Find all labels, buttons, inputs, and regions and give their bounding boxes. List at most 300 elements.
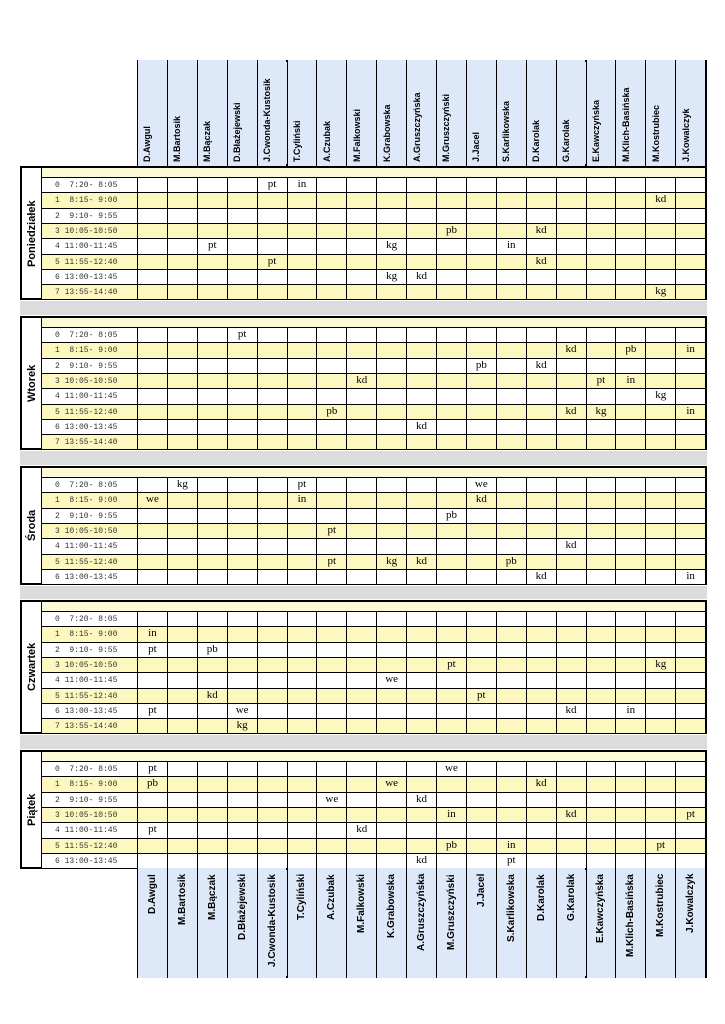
schedule-cell xyxy=(137,539,167,554)
schedule-mark: pt xyxy=(148,703,157,716)
time-slot-row xyxy=(42,404,705,419)
schedule-cell xyxy=(137,777,167,792)
schedule-cell xyxy=(466,328,496,343)
schedule-cell xyxy=(137,193,167,208)
schedule-cell xyxy=(197,420,227,435)
schedule-cell xyxy=(615,612,645,627)
schedule-cell xyxy=(406,239,436,254)
schedule-cell xyxy=(346,777,376,792)
slot-time-label: 3 10:05-10:50 xyxy=(55,660,118,670)
schedule-cell xyxy=(526,478,556,493)
schedule-cell xyxy=(167,555,197,570)
schedule-cell xyxy=(316,719,346,734)
schedule-cell xyxy=(137,689,167,704)
schedule-cell xyxy=(376,493,406,508)
schedule-cell xyxy=(466,627,496,642)
schedule-cell xyxy=(197,704,227,719)
day-label-column xyxy=(22,752,42,867)
teacher-column-header xyxy=(197,60,227,166)
schedule-cell xyxy=(167,854,197,869)
schedule-cell xyxy=(406,823,436,838)
teacher-column-header xyxy=(316,60,346,166)
schedule-cell xyxy=(645,270,675,285)
schedule-cell xyxy=(556,359,586,374)
schedule-mark: kg xyxy=(236,719,248,732)
schedule-cell xyxy=(167,420,197,435)
schedule-cell xyxy=(257,808,287,823)
slot-time-label: 1 8:15- 9:00 xyxy=(55,196,118,206)
schedule-cell xyxy=(137,285,167,300)
schedule-cell xyxy=(227,239,257,254)
schedule-cell xyxy=(466,719,496,734)
schedule-cell xyxy=(496,374,526,389)
schedule-cell xyxy=(436,255,466,270)
teacher-column-header xyxy=(167,60,197,166)
schedule-mark: kg xyxy=(386,269,398,282)
schedule-cell xyxy=(615,405,645,420)
schedule-cell xyxy=(167,270,197,285)
slot-time-label: 6 13:00-13:45 xyxy=(55,272,118,282)
schedule-mark: in xyxy=(297,493,307,506)
schedule-cell xyxy=(466,854,496,869)
schedule-cell xyxy=(227,854,257,869)
schedule-cell xyxy=(436,777,466,792)
schedule-cell xyxy=(227,255,257,270)
schedule-cell xyxy=(466,270,496,285)
schedule-cell xyxy=(466,643,496,658)
schedule-cell xyxy=(257,570,287,585)
schedule-cell xyxy=(257,612,287,627)
schedule-mark: kd xyxy=(535,254,547,267)
schedule-cell xyxy=(496,704,526,719)
schedule-cell xyxy=(645,374,675,389)
day-top-strip xyxy=(42,168,705,177)
time-slot-row xyxy=(42,538,705,553)
schedule-cell xyxy=(526,209,556,224)
time-slot-row xyxy=(42,554,705,569)
schedule-cell xyxy=(197,777,227,792)
schedule-cell xyxy=(526,658,556,673)
time-slot-row xyxy=(42,672,705,687)
schedule-cell xyxy=(436,808,466,823)
schedule-cell xyxy=(376,405,406,420)
schedule-cell xyxy=(615,343,645,358)
schedule-cell xyxy=(496,839,526,854)
teacher-column-footer xyxy=(316,868,346,978)
schedule-cell xyxy=(526,627,556,642)
schedule-cell xyxy=(316,524,346,539)
schedule-cell xyxy=(556,719,586,734)
schedule-cell xyxy=(436,539,466,554)
schedule-cell xyxy=(496,224,526,239)
schedule-cell xyxy=(227,612,257,627)
schedule-cell xyxy=(556,627,586,642)
schedule-cell xyxy=(496,854,526,869)
schedule-cell xyxy=(167,823,197,838)
schedule-cell xyxy=(346,704,376,719)
schedule-cell xyxy=(556,435,586,450)
schedule-cell xyxy=(615,704,645,719)
schedule-cell xyxy=(167,405,197,420)
schedule-cell xyxy=(586,193,616,208)
schedule-cell xyxy=(675,285,705,300)
schedule-mark: pt xyxy=(506,853,516,866)
schedule-cell xyxy=(227,270,257,285)
schedule-cell xyxy=(436,704,466,719)
schedule-cell xyxy=(316,854,346,869)
schedule-cell xyxy=(645,405,675,420)
schedule-cell xyxy=(466,509,496,524)
schedule-cell xyxy=(436,285,466,300)
schedule-cell xyxy=(496,643,526,658)
schedule-cell xyxy=(376,570,406,585)
schedule-cell xyxy=(645,328,675,343)
schedule-cell xyxy=(675,478,705,493)
schedule-cell xyxy=(287,374,317,389)
schedule-cell xyxy=(466,285,496,300)
schedule-mark: kg xyxy=(386,554,398,567)
slot-time-label: 0 7:20- 8:05 xyxy=(55,481,118,490)
schedule-cell xyxy=(645,555,675,570)
teacher-name: A.Gruszczyńska xyxy=(411,92,422,162)
schedule-cell xyxy=(466,343,496,358)
schedule-cell xyxy=(615,224,645,239)
schedule-cell xyxy=(257,719,287,734)
schedule-cell xyxy=(645,777,675,792)
schedule-cell xyxy=(137,643,167,658)
schedule-cell xyxy=(137,524,167,539)
schedule-cell xyxy=(675,808,705,823)
schedule-cell xyxy=(316,374,346,389)
schedule-mark: we xyxy=(385,673,399,686)
schedule-cell xyxy=(376,854,406,869)
schedule-cell xyxy=(466,823,496,838)
schedule-cell xyxy=(376,224,406,239)
schedule-cell xyxy=(137,658,167,673)
schedule-cell xyxy=(316,193,346,208)
schedule-cell xyxy=(227,570,257,585)
time-slot-row xyxy=(42,388,705,403)
teacher-name: D.Błażejewski xyxy=(236,873,248,940)
schedule-cell xyxy=(586,658,616,673)
schedule-cell xyxy=(556,823,586,838)
schedule-cell xyxy=(496,328,526,343)
schedule-cell xyxy=(167,719,197,734)
schedule-cell xyxy=(526,389,556,404)
schedule-cell xyxy=(586,435,616,450)
schedule-cell xyxy=(436,793,466,808)
schedule-cell xyxy=(586,178,616,193)
schedule-cell xyxy=(227,420,257,435)
teacher-name: A.Czubak xyxy=(326,874,338,920)
schedule-cell xyxy=(257,435,287,450)
schedule-cell xyxy=(257,839,287,854)
schedule-cell xyxy=(675,627,705,642)
schedule-cell xyxy=(346,359,376,374)
schedule-cell xyxy=(257,178,287,193)
schedule-cell xyxy=(197,239,227,254)
schedule-cell xyxy=(316,658,346,673)
slot-time-label: 5 11:55-12:40 xyxy=(55,407,118,417)
schedule-cell xyxy=(675,777,705,792)
schedule-cell xyxy=(227,405,257,420)
schedule-cell xyxy=(167,524,197,539)
schedule-cell xyxy=(645,627,675,642)
schedule-cell xyxy=(257,658,287,673)
schedule-cell xyxy=(346,539,376,554)
schedule-cell xyxy=(496,823,526,838)
time-slot-row xyxy=(42,569,705,584)
schedule-cell xyxy=(586,209,616,224)
schedule-cell xyxy=(406,509,436,524)
schedule-cell xyxy=(346,643,376,658)
schedule-cell xyxy=(645,539,675,554)
schedule-cell xyxy=(197,389,227,404)
schedule-cell xyxy=(287,524,317,539)
schedule-cell xyxy=(287,209,317,224)
schedule-cell xyxy=(675,328,705,343)
schedule-cell xyxy=(556,420,586,435)
schedule-cell xyxy=(436,209,466,224)
schedule-cell xyxy=(227,328,257,343)
schedule-cell xyxy=(586,854,616,869)
schedule-cell xyxy=(615,193,645,208)
schedule-mark: in xyxy=(686,343,695,356)
schedule-mark: pt xyxy=(656,838,666,851)
schedule-cell xyxy=(287,673,317,688)
schedule-cell xyxy=(436,719,466,734)
schedule-cell xyxy=(287,808,317,823)
schedule-cell xyxy=(287,420,317,435)
schedule-cell xyxy=(436,374,466,389)
schedule-cell xyxy=(376,689,406,704)
schedule-cell xyxy=(346,374,376,389)
day-top-strip xyxy=(42,602,705,611)
schedule-cell xyxy=(197,555,227,570)
schedule-mark: kd xyxy=(655,193,667,206)
schedule-mark: pb xyxy=(475,358,487,371)
schedule-cell xyxy=(316,823,346,838)
schedule-cell xyxy=(436,178,466,193)
schedule-cell xyxy=(257,509,287,524)
schedule-cell xyxy=(346,328,376,343)
schedule-cell xyxy=(406,374,436,389)
schedule-mark: pt xyxy=(327,523,337,536)
schedule-cell xyxy=(197,224,227,239)
day-name: Piątek xyxy=(26,793,38,826)
schedule-cell xyxy=(316,224,346,239)
time-slot-row xyxy=(42,792,705,807)
time-slot-row xyxy=(42,254,705,269)
schedule-cell xyxy=(316,539,346,554)
schedule-cell xyxy=(346,270,376,285)
teacher-name: M.Klich-Basińska xyxy=(620,87,631,162)
teacher-column-footer xyxy=(257,868,287,978)
teacher-name: M.Kostrubiec xyxy=(650,104,661,162)
time-slot-row xyxy=(42,642,705,657)
schedule-mark: in xyxy=(506,838,516,851)
schedule-cell xyxy=(466,808,496,823)
schedule-cell xyxy=(526,793,556,808)
schedule-cell xyxy=(346,209,376,224)
schedule-mark: kd xyxy=(475,493,487,506)
schedule-cell xyxy=(406,405,436,420)
schedule-cell xyxy=(615,435,645,450)
schedule-cell xyxy=(316,328,346,343)
schedule-cell xyxy=(645,509,675,524)
schedule-cell xyxy=(287,643,317,658)
schedule-cell xyxy=(406,328,436,343)
schedule-cell xyxy=(287,612,317,627)
schedule-cell xyxy=(675,493,705,508)
schedule-cell xyxy=(466,777,496,792)
schedule-cell xyxy=(346,793,376,808)
schedule-cell xyxy=(406,420,436,435)
schedule-cell xyxy=(526,420,556,435)
slot-time-label: 5 11:55-12:40 xyxy=(55,557,118,567)
schedule-cell xyxy=(586,285,616,300)
schedule-cell xyxy=(197,255,227,270)
schedule-cell xyxy=(556,328,586,343)
teacher-column-header xyxy=(675,60,705,166)
schedule-mark: in xyxy=(686,404,695,417)
schedule-cell xyxy=(197,719,227,734)
time-slot-row xyxy=(42,626,705,641)
schedule-cell xyxy=(287,328,317,343)
schedule-cell xyxy=(436,328,466,343)
schedule-cell xyxy=(496,255,526,270)
schedule-cell xyxy=(675,823,705,838)
schedule-cell xyxy=(197,328,227,343)
schedule-cell xyxy=(197,493,227,508)
teacher-name: M.Klich-Basińska xyxy=(625,874,637,957)
schedule-cell xyxy=(257,389,287,404)
schedule-cell xyxy=(137,343,167,358)
day-separator xyxy=(20,586,707,599)
schedule-cell xyxy=(586,673,616,688)
teacher-column-header xyxy=(645,60,675,166)
schedule-cell xyxy=(556,389,586,404)
schedule-cell xyxy=(316,405,346,420)
schedule-cell xyxy=(436,509,466,524)
schedule-cell xyxy=(645,808,675,823)
schedule-cell xyxy=(406,224,436,239)
schedule-cell xyxy=(197,673,227,688)
slot-time-label: 6 13:00-13:45 xyxy=(55,422,118,432)
slot-time-label: 0 7:20- 8:05 xyxy=(55,181,118,190)
day-name: Czwartek xyxy=(26,642,38,692)
schedule-cell xyxy=(316,762,346,777)
slot-time-label: 5 11:55-12:40 xyxy=(55,257,118,267)
schedule-cell xyxy=(526,539,556,554)
schedule-cell xyxy=(227,374,257,389)
schedule-cell xyxy=(316,612,346,627)
schedule-cell xyxy=(137,612,167,627)
schedule-cell xyxy=(526,555,556,570)
schedule-cell xyxy=(257,643,287,658)
teacher-column-footer xyxy=(615,868,645,978)
schedule-mark: pt xyxy=(207,239,217,252)
schedule-cell xyxy=(227,539,257,554)
schedule-cell xyxy=(556,612,586,627)
schedule-cell xyxy=(586,839,616,854)
teacher-name: T.Cyliński xyxy=(291,120,302,162)
schedule-cell xyxy=(197,689,227,704)
slot-time-label: 4 11:00-11:45 xyxy=(55,542,118,552)
schedule-cell xyxy=(137,178,167,193)
schedule-cell xyxy=(227,555,257,570)
schedule-cell xyxy=(346,420,376,435)
schedule-cell xyxy=(526,689,556,704)
schedule-cell xyxy=(346,762,376,777)
slot-time-label: 1 8:15- 9:00 xyxy=(55,496,118,506)
schedule-cell xyxy=(346,435,376,450)
schedule-cell xyxy=(167,777,197,792)
schedule-cell xyxy=(227,627,257,642)
schedule-cell xyxy=(586,359,616,374)
teacher-column-header xyxy=(227,60,257,166)
time-slot-row xyxy=(42,611,705,626)
schedule-cell xyxy=(376,673,406,688)
schedule-cell xyxy=(615,539,645,554)
teacher-column-header xyxy=(586,60,616,166)
schedule-cell xyxy=(346,524,376,539)
schedule-cell xyxy=(316,839,346,854)
schedule-cell xyxy=(406,524,436,539)
slot-time-label: 4 11:00-11:45 xyxy=(55,676,118,686)
schedule-cell xyxy=(316,689,346,704)
schedule-cell xyxy=(316,343,346,358)
schedule-cell xyxy=(526,570,556,585)
schedule-cell xyxy=(227,704,257,719)
schedule-cell xyxy=(466,405,496,420)
schedule-cell xyxy=(556,209,586,224)
schedule-cell xyxy=(586,689,616,704)
schedule-cell xyxy=(376,762,406,777)
schedule-cell xyxy=(137,420,167,435)
teacher-column-footer xyxy=(526,868,556,978)
slot-time-label: 1 8:15- 9:00 xyxy=(55,630,118,640)
schedule-cell xyxy=(137,478,167,493)
schedule-cell xyxy=(137,255,167,270)
schedule-cell xyxy=(406,612,436,627)
schedule-cell xyxy=(346,555,376,570)
schedule-cell xyxy=(346,854,376,869)
schedule-cell xyxy=(466,435,496,450)
schedule-cell xyxy=(645,435,675,450)
schedule-cell xyxy=(257,689,287,704)
schedule-cell xyxy=(406,808,436,823)
time-slot-row xyxy=(42,838,705,853)
schedule-cell xyxy=(466,255,496,270)
schedule-cell xyxy=(496,405,526,420)
day-name: Wtorek xyxy=(26,364,38,402)
schedule-cell xyxy=(526,193,556,208)
schedule-cell xyxy=(227,178,257,193)
slot-time-label: 3 10:05-10:50 xyxy=(55,226,118,236)
schedule-cell xyxy=(496,478,526,493)
schedule-cell xyxy=(406,285,436,300)
schedule-cell xyxy=(316,255,346,270)
schedule-cell xyxy=(436,823,466,838)
schedule-cell xyxy=(227,193,257,208)
schedule-cell xyxy=(526,255,556,270)
schedule-cell xyxy=(645,178,675,193)
schedule-cell xyxy=(615,285,645,300)
schedule-cell xyxy=(586,374,616,389)
teacher-column-footer xyxy=(227,868,257,978)
schedule-cell xyxy=(556,808,586,823)
